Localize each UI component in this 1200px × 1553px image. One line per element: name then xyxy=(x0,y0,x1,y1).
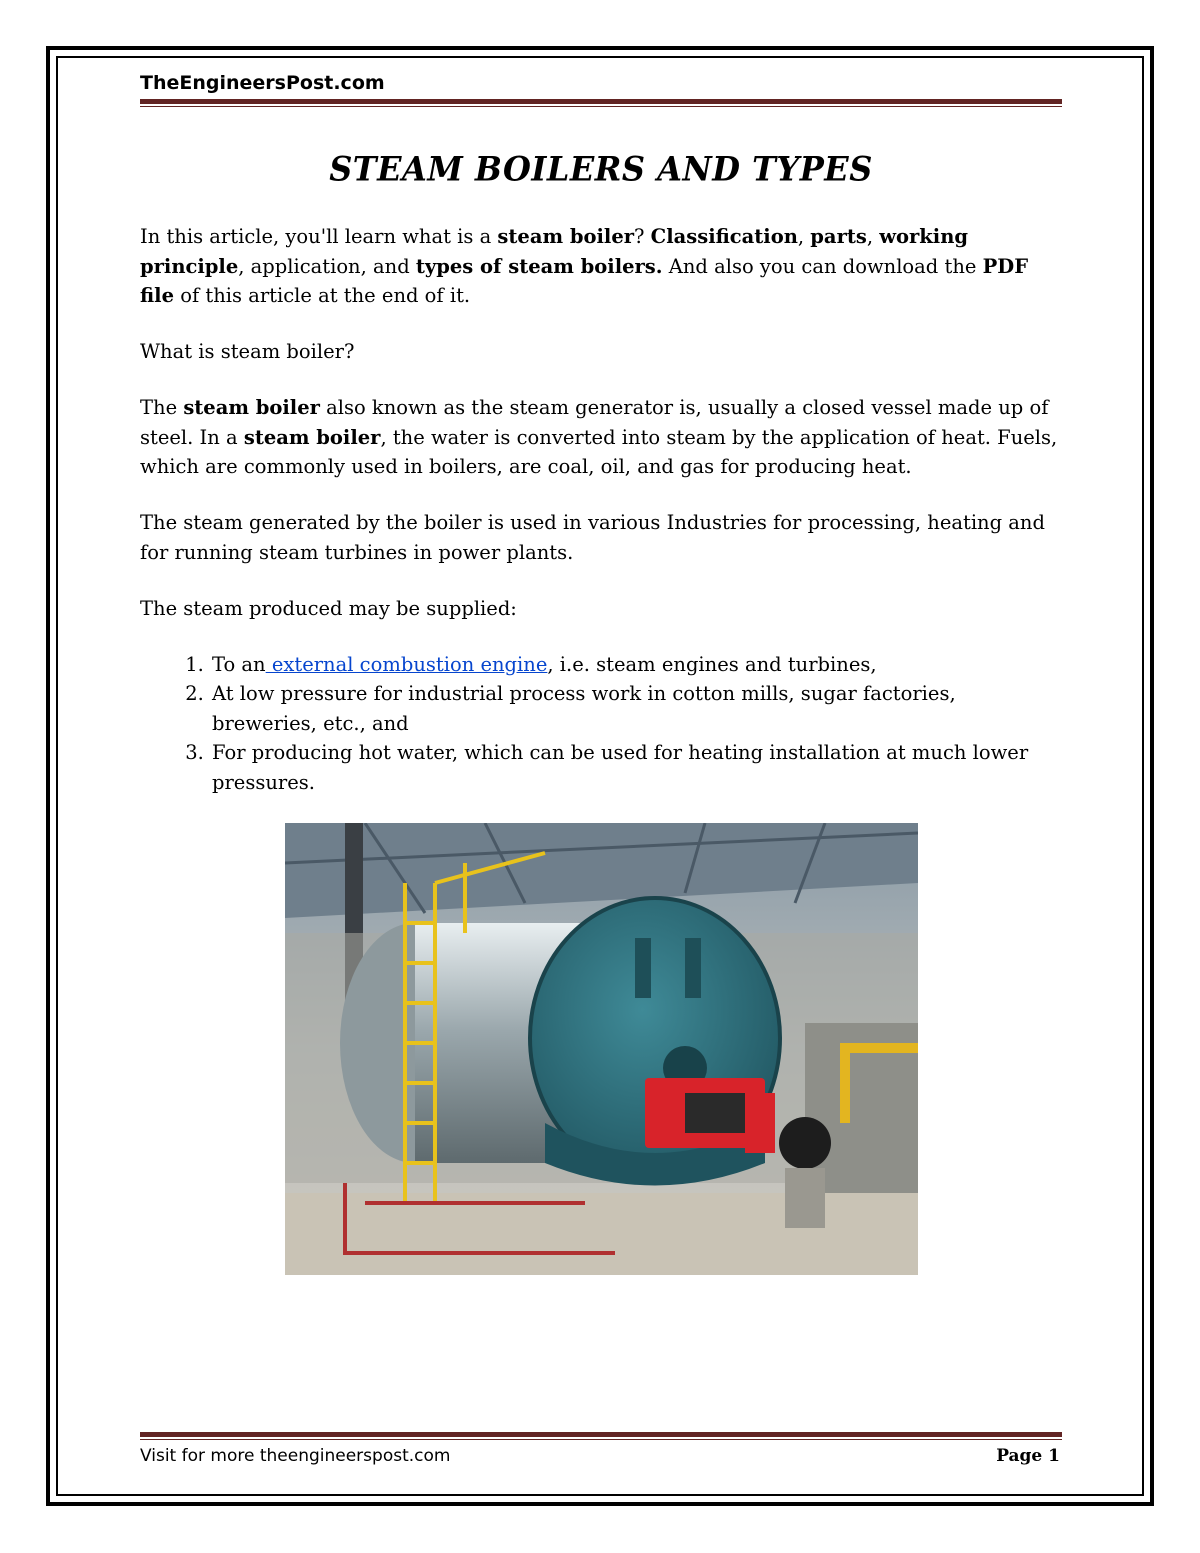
page-number: Page 1 xyxy=(996,1446,1060,1466)
list-item: 3. For producing hot water, which can be used for heating installation at much lower pressures. xyxy=(210,738,1062,797)
intro-paragraph: In this article, you'll learn what is a steam boiler? Classification, parts, working principle, application, and types of steam boilers. And also you can download the PDF file of this article at the end of it. xyxy=(140,225,1029,307)
external-combustion-engine-link[interactable]: external combustion engine xyxy=(265,652,548,676)
supply-intro: The steam produced may be supplied: xyxy=(140,596,517,620)
site-header: TheEngineersPost.com xyxy=(140,72,385,94)
question-heading: What is steam boiler? xyxy=(140,340,355,363)
footer-visit-text: Visit for more theengineerspost.com xyxy=(140,1446,451,1466)
footer-rule xyxy=(140,1432,1062,1440)
list-item: 1. To an external combustion engine, i.e. steam engines and turbines, xyxy=(210,650,1062,680)
steam-boiler-photo xyxy=(285,823,918,1275)
definition-paragraph: The steam boiler also known as the steam generator is, usually a closed vessel made up of steel. In a steam boiler, the water is converted into steam by the application of heat. Fuels, which are commonly used in boilers, are coal, oil, and gas for producing heat. xyxy=(140,396,1058,478)
supply-list xyxy=(140,650,1062,798)
article-body xyxy=(140,222,1062,797)
header-rule xyxy=(140,99,1062,107)
list-item: 2. At low pressure for industrial process work in cotton mills, sugar factories, breweries, etc., and xyxy=(210,679,1062,738)
usage-paragraph: The steam generated by the boiler is used in various Industries for processing, heating and for running steam turbines in power plants. xyxy=(140,511,1045,564)
document-title: STEAM BOILERS AND TYPES xyxy=(329,149,873,189)
